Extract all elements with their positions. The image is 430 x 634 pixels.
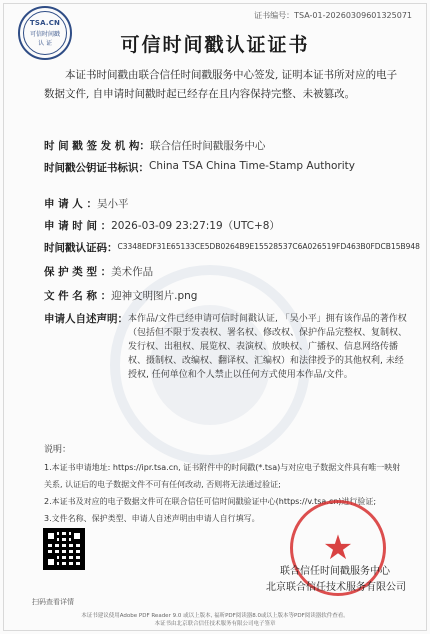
footer-line-2: 本证书由北京联合信任技术服务有限公司电子签章 bbox=[154, 621, 276, 627]
applicant-value: 吴小平 bbox=[96, 198, 129, 210]
note-item: 3.文件名称、保护类型、申请人自述声明由申请人自行填写。 bbox=[44, 514, 260, 523]
type-value: 美术作品 bbox=[111, 266, 154, 278]
footer-line-1: 本证书建议使用Adobe PDF Reader 9.0 或以上版本, 福昕PDF阅读器8.0或以上版本等PDF阅读器软件查看。 bbox=[81, 613, 349, 619]
file-label: 文 件 名 称 ： bbox=[44, 290, 112, 302]
type-label: 保 护 类 型 ： bbox=[44, 266, 112, 278]
intro-paragraph: 本证书时间戳由联合信任时间戳服务中心签发, 证明本证书所对应的电子数据文件, 自申请时间戳时起已经存在且内容保持完整、未被篡改。 bbox=[44, 69, 398, 100]
declaration-row bbox=[44, 312, 412, 382]
certificate-title: 可信时间戳认证证书 bbox=[120, 34, 310, 56]
qr-finder bbox=[45, 530, 57, 542]
time-label: 申 请 时 间 ： bbox=[44, 220, 112, 232]
code-row bbox=[44, 240, 420, 255]
logo-text-cert: 认 证 bbox=[38, 40, 52, 47]
qr-caption: 扫码查看详情 bbox=[32, 598, 74, 606]
note-item: 2.本证书及对应的电子数据文件可在联合信任可信时间戳验证中心(https://v.tsa.cn)进行验证; bbox=[44, 497, 377, 506]
cert-id-value: China TSA China Time-Stamp Authority bbox=[149, 160, 355, 172]
code-value: C3348EDF31E65133CE5DB0264B9E15528537C6A026519FD463B0FDCB15B948 bbox=[117, 242, 420, 251]
qr-finder bbox=[71, 530, 83, 542]
declaration-label: 申请人自述声明： bbox=[44, 313, 128, 325]
code-label: 时间戳认证码： bbox=[44, 242, 118, 254]
applicant-row bbox=[44, 196, 410, 211]
type-row bbox=[44, 264, 410, 279]
org-name-company: 北京联合信任技术服务有限公司 bbox=[266, 582, 406, 593]
org-name-center: 联合信任时间戳服务中心 bbox=[280, 566, 390, 577]
notes-title: 说明： bbox=[44, 445, 72, 455]
note-item: 1.本证书申请地址: https://ipr.tsa.cn, 证书附件中的时间戳(*.tsa)与对应电子数据文件具有唯一映射关系, 认证后的电子数据文件不可有任何改动, 否则将无法通过验证; bbox=[44, 463, 401, 489]
qr-finder bbox=[45, 556, 57, 568]
issuer-label: 时 间 戳 签 发 机 构： bbox=[44, 140, 150, 152]
logo-text-domain: TSA.CN bbox=[29, 19, 61, 27]
issuer-row bbox=[44, 138, 410, 153]
time-row bbox=[44, 218, 410, 233]
cert-id-label: 时间戳公钥证书标识： bbox=[44, 162, 149, 174]
declaration-text: 本作品/文件已经申请可信时间戳认证, 「吴小平」拥有该作品的著作权（包括但不限于发表权、署名权、修改权、保护作品完整权、复制权、发行权、出租权、展览权、表演权、放映权、广播权、信息网络传播权、摄制权、改编权、翻译权、汇编权）和法律授予的其他权利, 未经授权, 任何单位和个人禁止以任何方式使用本作品/文件。 bbox=[128, 314, 408, 380]
certificate-number: 证书编号：TSA-01-20260309601325071 bbox=[254, 11, 412, 20]
file-row bbox=[44, 288, 410, 303]
qr-code[interactable] bbox=[43, 528, 85, 570]
seal-star-icon: ★ bbox=[322, 528, 354, 568]
issuer-value: 联合信任时间戳服务中心 bbox=[149, 140, 266, 152]
applicant-label: 申 请 人 ： bbox=[44, 198, 97, 210]
file-value: 迎神文明图片.png bbox=[111, 290, 198, 302]
time-value: 2026-03-09 23:27:19（UTC+8） bbox=[111, 220, 280, 232]
logo-text-name: 可信时间戳 bbox=[29, 31, 60, 38]
footer bbox=[0, 612, 430, 628]
cert-id-row bbox=[44, 160, 410, 175]
